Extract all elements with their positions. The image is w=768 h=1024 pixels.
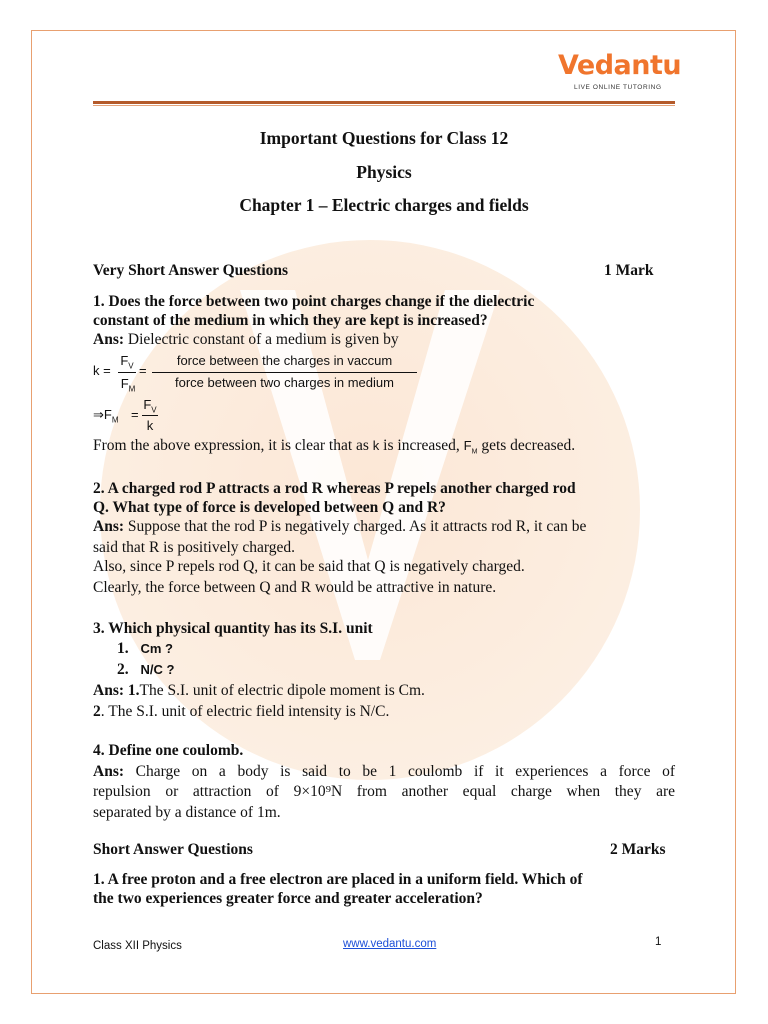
question-5 xyxy=(93,870,678,908)
implies-bar xyxy=(142,415,158,416)
answer-3-line-1: Ans: 1.The S.I. unit of electric dipole moment is Cm. xyxy=(93,682,425,699)
eq-denominator-text: force between two charges in medium xyxy=(175,375,394,390)
section-marks-2: 2 Marks xyxy=(610,841,666,858)
vedantu-logo xyxy=(558,50,682,98)
answer-3-line-2: 2. The S.I. unit of electric field intensity is N/C. xyxy=(93,703,390,720)
question-2-line-2: Q. What type of force is developed between Q and R? xyxy=(93,499,446,516)
doc-chapter: Chapter 1 – Electric charges and fields xyxy=(239,195,529,215)
footer-left: Class XII Physics xyxy=(93,940,182,952)
header-rule xyxy=(93,101,675,104)
section-marks-1: 1 Mark xyxy=(604,262,654,279)
eq-fm: $F_M$ xyxy=(120,376,136,394)
question-4: 4. Define one coulomb. xyxy=(93,742,244,759)
implies-lhs: $\Rightarrow F_M$ xyxy=(93,407,119,425)
question-1-line-2: constant of the medium in which they are kept is increased? xyxy=(93,312,488,329)
answer-2-line-2: said that R is positively charged. xyxy=(93,539,296,556)
answer-label: Ans: xyxy=(93,331,125,348)
question-3-option-1: 1. Cm ? xyxy=(117,640,173,657)
question-5-line-1: 1. A free proton and a free electron are placed in a uniform field. Which of xyxy=(93,871,583,888)
question-2 xyxy=(93,479,678,517)
implies-fv: $F_V$ xyxy=(143,397,157,415)
header-rule-thin xyxy=(93,105,675,106)
question-1 xyxy=(93,292,678,330)
answer-4-line-3: separated by a distance of 1m. xyxy=(93,804,281,821)
section-heading-very-short: Very Short Answer Questions xyxy=(93,262,289,279)
answer-2-line-1: Ans: Suppose that the rod P is negatively charged. As it attracts rod R, it can be xyxy=(93,518,587,535)
answer-4-line-2: repulsion or attraction of 9×10⁹N from another equal charge when they are xyxy=(93,783,675,800)
eq-equals: = xyxy=(139,363,147,378)
footer-website-link[interactable]: www.vedantu.com xyxy=(343,938,437,950)
answer-1-intro xyxy=(93,331,399,349)
implies-equals: = xyxy=(131,407,139,422)
implies-k: k xyxy=(146,418,154,433)
eq-fv: $F_V$ xyxy=(120,353,134,371)
question-1-line-1: 1. Does the force between two point charges change if the dielectric xyxy=(93,293,535,310)
doc-subject: Physics xyxy=(356,162,412,182)
eq-bar-1 xyxy=(118,372,136,373)
answer-4-line-1: Ans: Charge on a body is said to be 1 coulomb if it experiences a force of xyxy=(93,763,676,780)
answer-1-text: Dielectric constant of a medium is given by xyxy=(127,331,399,348)
answer-2-line-3: Also, since P repels rod Q, it can be said that Q is negatively charged. xyxy=(93,558,525,575)
answer-1-conclusion: From the above expression, it is clear that as k is increased, $F_M$ gets decreased. xyxy=(93,437,576,456)
page-number: 1 xyxy=(655,936,662,948)
eq-bar-2 xyxy=(152,372,417,373)
logo-tagline: LIVE ONLINE TUTORING xyxy=(574,84,662,91)
doc-title: Important Questions for Class 12 xyxy=(259,128,509,148)
question-2-line-1: 2. A charged rod P attracts a rod R whereas P repels another charged rod xyxy=(93,480,576,497)
eq-numerator-text: force between the charges in vaccum xyxy=(176,353,393,368)
fm-symbol: $F_M$ xyxy=(463,438,478,456)
logo-wordmark: Vedantu xyxy=(558,50,682,81)
section-heading-short: Short Answer Questions xyxy=(93,841,253,858)
eq-k-lhs: k = xyxy=(93,363,111,378)
question-3-option-2: 2. N/C ? xyxy=(117,661,175,678)
question-5-line-2: the two experiences greater force and greater acceleration? xyxy=(93,890,483,907)
question-3-line-1: 3. Which physical quantity has its S.I. unit xyxy=(93,620,373,637)
answer-2-line-4: Clearly, the force between Q and R would be attractive in nature. xyxy=(93,579,497,596)
